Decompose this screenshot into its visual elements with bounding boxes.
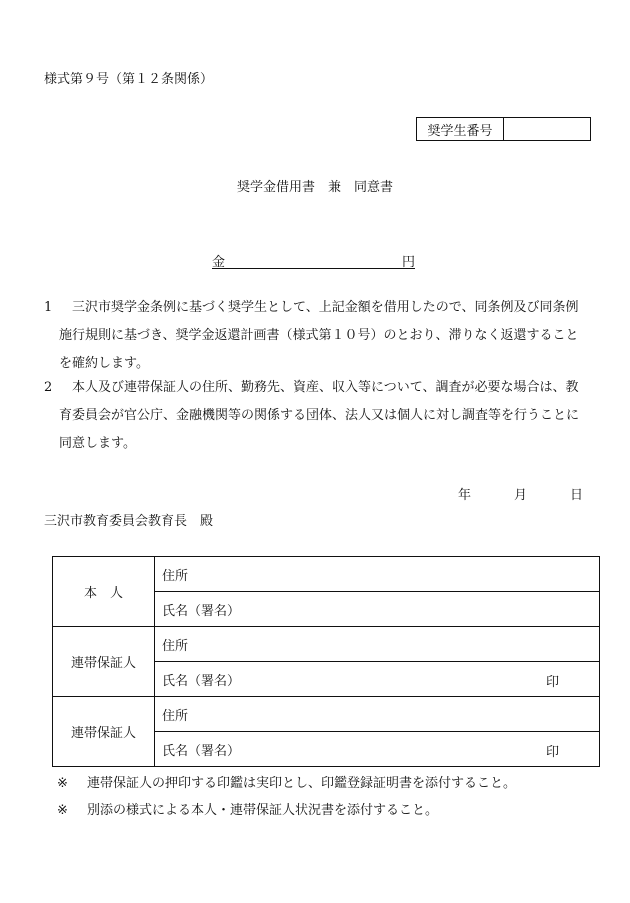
party-table xyxy=(52,556,600,767)
party-role: 連帯保証人 xyxy=(53,627,155,697)
note-2 xyxy=(57,799,438,818)
address-field[interactable] xyxy=(155,557,600,592)
address-label: 住所 xyxy=(162,708,189,724)
clause-2 xyxy=(44,374,589,458)
note-text: 連帯保証人の押印する印鑑は実印とし、印鑑登録証明書を添付すること。 xyxy=(87,776,517,791)
date-day-label: 日 xyxy=(570,488,584,503)
amount-suffix: 円 xyxy=(401,255,415,270)
seal-mark: 印 xyxy=(545,675,559,690)
seal-mark: 印 xyxy=(545,745,559,760)
clause-1 xyxy=(44,294,589,378)
address-field[interactable] xyxy=(155,697,600,732)
address-label: 住所 xyxy=(162,568,189,584)
form-number: 様式第９号（第１２条関係） xyxy=(44,72,214,87)
note-mark: ※ xyxy=(57,803,68,818)
date-line[interactable] xyxy=(458,484,583,503)
note-text: 別添の様式による本人・連帯保証人状況書を添付すること。 xyxy=(87,803,439,818)
party-role: 本 人 xyxy=(53,557,155,627)
address-label: 住所 xyxy=(162,638,189,654)
name-label: 氏名（署名） xyxy=(162,603,241,619)
student-number-box xyxy=(416,117,591,141)
student-number-label: 奨学生番号 xyxy=(417,118,504,141)
document-title: 奨学金借用書 兼 同意書 xyxy=(236,180,393,195)
clause-text: 本人及び連帯保証人の住所、勤務先、資産、収入等について、調査が必要な場合は、教育委員会が官公庁、金融機関等の関係する団体、法人又は個人に対し調査等を行うことに同意します。 xyxy=(59,380,580,451)
clause-text: 三沢市奨学金条例に基づく奨学生として、上記金額を借用したので、同条例及び同条例施行規則に基づき、奨学金返還計画書（様式第１０号）のとおり、滞りなく返還することを確約します。 xyxy=(59,300,579,371)
name-signature-field[interactable] xyxy=(155,662,600,697)
date-year-label: 年 xyxy=(458,488,472,503)
date-month-label: 月 xyxy=(514,488,528,503)
name-label: 氏名（署名） xyxy=(162,673,241,689)
addressee: 三沢市教育委員会教育長 殿 xyxy=(44,514,214,529)
party-role: 連帯保証人 xyxy=(53,697,155,767)
amount-field[interactable] xyxy=(212,251,415,269)
clause-number: 1 xyxy=(44,300,53,315)
note-mark: ※ xyxy=(57,776,68,791)
name-label: 氏名（署名） xyxy=(162,743,241,759)
name-signature-field[interactable] xyxy=(155,732,600,767)
name-signature-field[interactable] xyxy=(155,592,600,627)
note-1 xyxy=(57,772,516,791)
clause-number: 2 xyxy=(44,380,53,395)
student-number-field[interactable] xyxy=(504,118,591,141)
amount-prefix: 金 xyxy=(212,255,226,270)
address-field[interactable] xyxy=(155,627,600,662)
